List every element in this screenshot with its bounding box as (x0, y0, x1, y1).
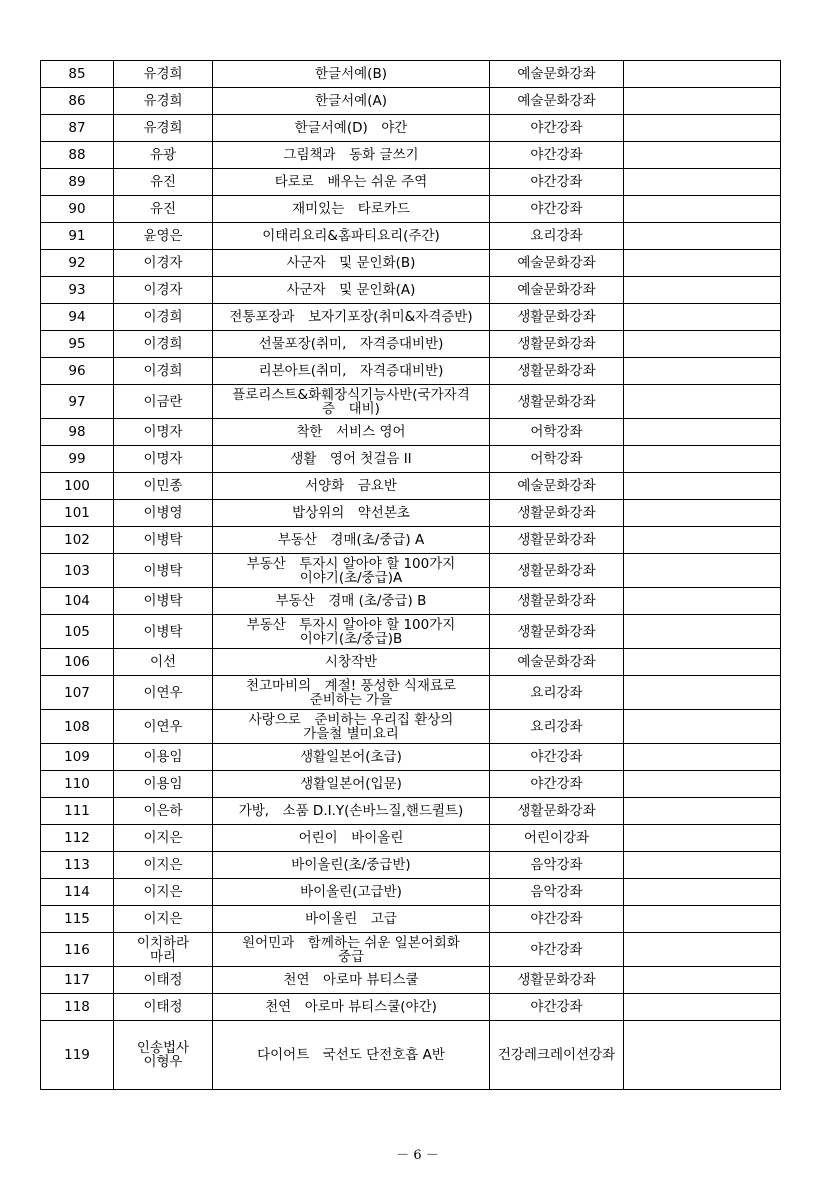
instructor-name: 유경희 (114, 115, 213, 142)
instructor-name: 이금란 (114, 385, 213, 419)
course-category: 생활문화강좌 (490, 304, 624, 331)
instructor-name: 이경희 (114, 358, 213, 385)
course-title: 타로로 배우는 쉬운 주역 (213, 169, 490, 196)
note-cell (624, 710, 781, 744)
course-title: 원어민과 함께하는 쉬운 일본어회화 중급 (213, 933, 490, 967)
row-number: 119 (41, 1021, 114, 1090)
instructor-name: 이은하 (114, 798, 213, 825)
row-number: 101 (41, 500, 114, 527)
course-title: 바이올린(초/중급반) (213, 852, 490, 879)
table-row (41, 88, 781, 115)
row-number: 92 (41, 250, 114, 277)
course-category: 요리강좌 (490, 223, 624, 250)
course-category: 어학강좌 (490, 419, 624, 446)
table-row (41, 994, 781, 1021)
note-cell (624, 825, 781, 852)
table-row (41, 906, 781, 933)
course-category: 야간강좌 (490, 196, 624, 223)
table-row (41, 649, 781, 676)
instructor-name: 이연우 (114, 676, 213, 710)
course-category: 야간강좌 (490, 744, 624, 771)
table-row (41, 588, 781, 615)
row-number: 95 (41, 331, 114, 358)
instructor-name: 윤영은 (114, 223, 213, 250)
instructor-name: 이경자 (114, 250, 213, 277)
course-title: 한글서예(D) 야간 (213, 115, 490, 142)
row-number: 110 (41, 771, 114, 798)
row-number: 86 (41, 88, 114, 115)
course-category: 음악강좌 (490, 879, 624, 906)
instructor-name: 이치하라 마리 (114, 933, 213, 967)
note-cell (624, 473, 781, 500)
table-row (41, 473, 781, 500)
course-title: 부동산 경매 (초/중급) B (213, 588, 490, 615)
course-category: 생활문화강좌 (490, 500, 624, 527)
course-table-body (41, 61, 781, 1090)
instructor-name: 이병탁 (114, 588, 213, 615)
table-row (41, 1021, 781, 1090)
note-cell (624, 588, 781, 615)
instructor-name: 이태정 (114, 967, 213, 994)
course-category: 예술문화강좌 (490, 250, 624, 277)
instructor-name: 이용임 (114, 744, 213, 771)
course-title: 이태리요리&홈파티요리(주간) (213, 223, 490, 250)
course-title: 생활일본어(입문) (213, 771, 490, 798)
note-cell (624, 169, 781, 196)
instructor-name: 이경희 (114, 331, 213, 358)
course-category: 생활문화강좌 (490, 798, 624, 825)
note-cell (624, 250, 781, 277)
instructor-name: 유광 (114, 142, 213, 169)
instructor-name: 이연우 (114, 710, 213, 744)
table-row (41, 500, 781, 527)
table-row (41, 825, 781, 852)
course-category: 어학강좌 (490, 446, 624, 473)
instructor-name: 유경희 (114, 61, 213, 88)
course-title: 천연 아로마 뷰티스쿨 (213, 967, 490, 994)
course-title: 어린이 바이올린 (213, 825, 490, 852)
note-cell (624, 331, 781, 358)
row-number: 115 (41, 906, 114, 933)
table-row (41, 358, 781, 385)
instructor-name: 이태정 (114, 994, 213, 1021)
course-category: 생활문화강좌 (490, 385, 624, 419)
course-title: 바이올린(고급반) (213, 879, 490, 906)
course-title: 가방, 소품 D.I.Y(손바느질,핸드퀼트) (213, 798, 490, 825)
note-cell (624, 1021, 781, 1090)
note-cell (624, 879, 781, 906)
course-title: 밥상위의 약선본초 (213, 500, 490, 527)
table-row (41, 169, 781, 196)
instructor-name: 이용임 (114, 771, 213, 798)
course-title: 바이올린 고급 (213, 906, 490, 933)
table-row (41, 676, 781, 710)
course-category: 어린이강좌 (490, 825, 624, 852)
course-title: 천고마비의 계절! 풍성한 식재료로 준비하는 가을 (213, 676, 490, 710)
table-row (41, 331, 781, 358)
row-number: 94 (41, 304, 114, 331)
note-cell (624, 115, 781, 142)
course-title: 재미있는 타로카드 (213, 196, 490, 223)
table-row (41, 527, 781, 554)
note-cell (624, 500, 781, 527)
row-number: 109 (41, 744, 114, 771)
row-number: 97 (41, 385, 114, 419)
course-category: 생활문화강좌 (490, 331, 624, 358)
row-number: 104 (41, 588, 114, 615)
course-category: 음악강좌 (490, 852, 624, 879)
course-category: 예술문화강좌 (490, 277, 624, 304)
instructor-name: 유경희 (114, 88, 213, 115)
course-category: 요리강좌 (490, 710, 624, 744)
note-cell (624, 142, 781, 169)
row-number: 88 (41, 142, 114, 169)
table-row (41, 798, 781, 825)
course-category: 야간강좌 (490, 771, 624, 798)
table-row (41, 554, 781, 588)
note-cell (624, 852, 781, 879)
course-title: 사군자 및 문인화(A) (213, 277, 490, 304)
row-number: 111 (41, 798, 114, 825)
note-cell (624, 994, 781, 1021)
table-row (41, 223, 781, 250)
instructor-name: 이병탁 (114, 615, 213, 649)
course-category: 야간강좌 (490, 115, 624, 142)
course-category: 예술문화강좌 (490, 649, 624, 676)
course-title: 생활일본어(초급) (213, 744, 490, 771)
row-number: 93 (41, 277, 114, 304)
instructor-name: 유진 (114, 169, 213, 196)
instructor-name: 이병영 (114, 500, 213, 527)
row-number: 85 (41, 61, 114, 88)
table-row (41, 446, 781, 473)
course-title: 서양화 금요반 (213, 473, 490, 500)
table-row (41, 142, 781, 169)
instructor-name: 이병탁 (114, 527, 213, 554)
table-row (41, 879, 781, 906)
note-cell (624, 196, 781, 223)
note-cell (624, 61, 781, 88)
row-number: 116 (41, 933, 114, 967)
row-number: 87 (41, 115, 114, 142)
instructor-name: 이명자 (114, 419, 213, 446)
course-title: 부동산 투자시 알아야 할 100가지 이야기(초/중급)A (213, 554, 490, 588)
course-category: 요리강좌 (490, 676, 624, 710)
course-title: 전통포장과 보자기포장(취미&자격증반) (213, 304, 490, 331)
course-category: 생활문화강좌 (490, 588, 624, 615)
course-category: 생활문화강좌 (490, 527, 624, 554)
course-category: 건강레크레이션강좌 (490, 1021, 624, 1090)
row-number: 108 (41, 710, 114, 744)
table-row (41, 852, 781, 879)
instructor-name: 이경자 (114, 277, 213, 304)
instructor-name: 이지은 (114, 852, 213, 879)
course-title: 부동산 경매(초/중급) A (213, 527, 490, 554)
course-title: 그림책과 동화 글쓰기 (213, 142, 490, 169)
note-cell (624, 933, 781, 967)
instructor-name: 이지은 (114, 879, 213, 906)
note-cell (624, 446, 781, 473)
instructor-name: 이경희 (114, 304, 213, 331)
row-number: 112 (41, 825, 114, 852)
course-title: 플로리스트&화훼장식기능사반(국가자격 증 대비) (213, 385, 490, 419)
instructor-name: 이지은 (114, 906, 213, 933)
course-table (40, 60, 781, 1090)
row-number: 91 (41, 223, 114, 250)
course-title: 사군자 및 문인화(B) (213, 250, 490, 277)
table-row (41, 61, 781, 88)
note-cell (624, 649, 781, 676)
row-number: 105 (41, 615, 114, 649)
page-number: － 6 － (396, 1148, 439, 1163)
table-row (41, 304, 781, 331)
row-number: 100 (41, 473, 114, 500)
course-category: 생활문화강좌 (490, 554, 624, 588)
table-row (41, 385, 781, 419)
instructor-name: 이명자 (114, 446, 213, 473)
instructor-name: 유진 (114, 196, 213, 223)
note-cell (624, 798, 781, 825)
course-category: 예술문화강좌 (490, 473, 624, 500)
instructor-name: 이민종 (114, 473, 213, 500)
course-category: 야간강좌 (490, 994, 624, 1021)
note-cell (624, 277, 781, 304)
note-cell (624, 304, 781, 331)
course-category: 야간강좌 (490, 933, 624, 967)
course-title: 부동산 투자시 알아야 할 100가지 이야기(초/중급)B (213, 615, 490, 649)
note-cell (624, 744, 781, 771)
course-category: 예술문화강좌 (490, 61, 624, 88)
instructor-name: 이병탁 (114, 554, 213, 588)
table-row (41, 277, 781, 304)
course-category: 야간강좌 (490, 169, 624, 196)
note-cell (624, 358, 781, 385)
table-row (41, 744, 781, 771)
row-number: 118 (41, 994, 114, 1021)
note-cell (624, 419, 781, 446)
note-cell (624, 385, 781, 419)
row-number: 117 (41, 967, 114, 994)
note-cell (624, 615, 781, 649)
course-category: 생활문화강좌 (490, 615, 624, 649)
instructor-name: 이지은 (114, 825, 213, 852)
table-row (41, 933, 781, 967)
row-number: 106 (41, 649, 114, 676)
table-row (41, 115, 781, 142)
row-number: 89 (41, 169, 114, 196)
note-cell (624, 771, 781, 798)
course-title: 한글서예(B) (213, 61, 490, 88)
row-number: 102 (41, 527, 114, 554)
row-number: 113 (41, 852, 114, 879)
row-number: 99 (41, 446, 114, 473)
note-cell (624, 223, 781, 250)
table-row (41, 419, 781, 446)
course-title: 선물포장(취미, 자격증대비반) (213, 331, 490, 358)
table-row (41, 771, 781, 798)
row-number: 103 (41, 554, 114, 588)
table-row (41, 196, 781, 223)
course-title: 생활 영어 첫걸음 II (213, 446, 490, 473)
table-row (41, 615, 781, 649)
course-category: 야간강좌 (490, 906, 624, 933)
note-cell (624, 967, 781, 994)
row-number: 114 (41, 879, 114, 906)
note-cell (624, 88, 781, 115)
course-table-container (40, 60, 780, 1090)
row-number: 98 (41, 419, 114, 446)
row-number: 90 (41, 196, 114, 223)
table-row (41, 710, 781, 744)
course-category: 예술문화강좌 (490, 88, 624, 115)
course-title: 천연 아로마 뷰티스쿨(야간) (213, 994, 490, 1021)
table-row (41, 250, 781, 277)
instructor-name: 이선 (114, 649, 213, 676)
row-number: 96 (41, 358, 114, 385)
course-title: 착한 서비스 영어 (213, 419, 490, 446)
course-title: 한글서예(A) (213, 88, 490, 115)
course-title: 사랑으로 준비하는 우리집 환상의 가을철 별미요리 (213, 710, 490, 744)
course-title: 시창작반 (213, 649, 490, 676)
course-category: 생활문화강좌 (490, 967, 624, 994)
course-category: 생활문화강좌 (490, 358, 624, 385)
table-row (41, 967, 781, 994)
row-number: 107 (41, 676, 114, 710)
instructor-name: 인송법사 이형우 (114, 1021, 213, 1090)
note-cell (624, 554, 781, 588)
note-cell (624, 676, 781, 710)
course-title: 리본아트(취미, 자격증대비반) (213, 358, 490, 385)
course-category: 야간강좌 (490, 142, 624, 169)
course-title: 다이어트 국선도 단전호흡 A반 (213, 1021, 490, 1090)
note-cell (624, 906, 781, 933)
note-cell (624, 527, 781, 554)
